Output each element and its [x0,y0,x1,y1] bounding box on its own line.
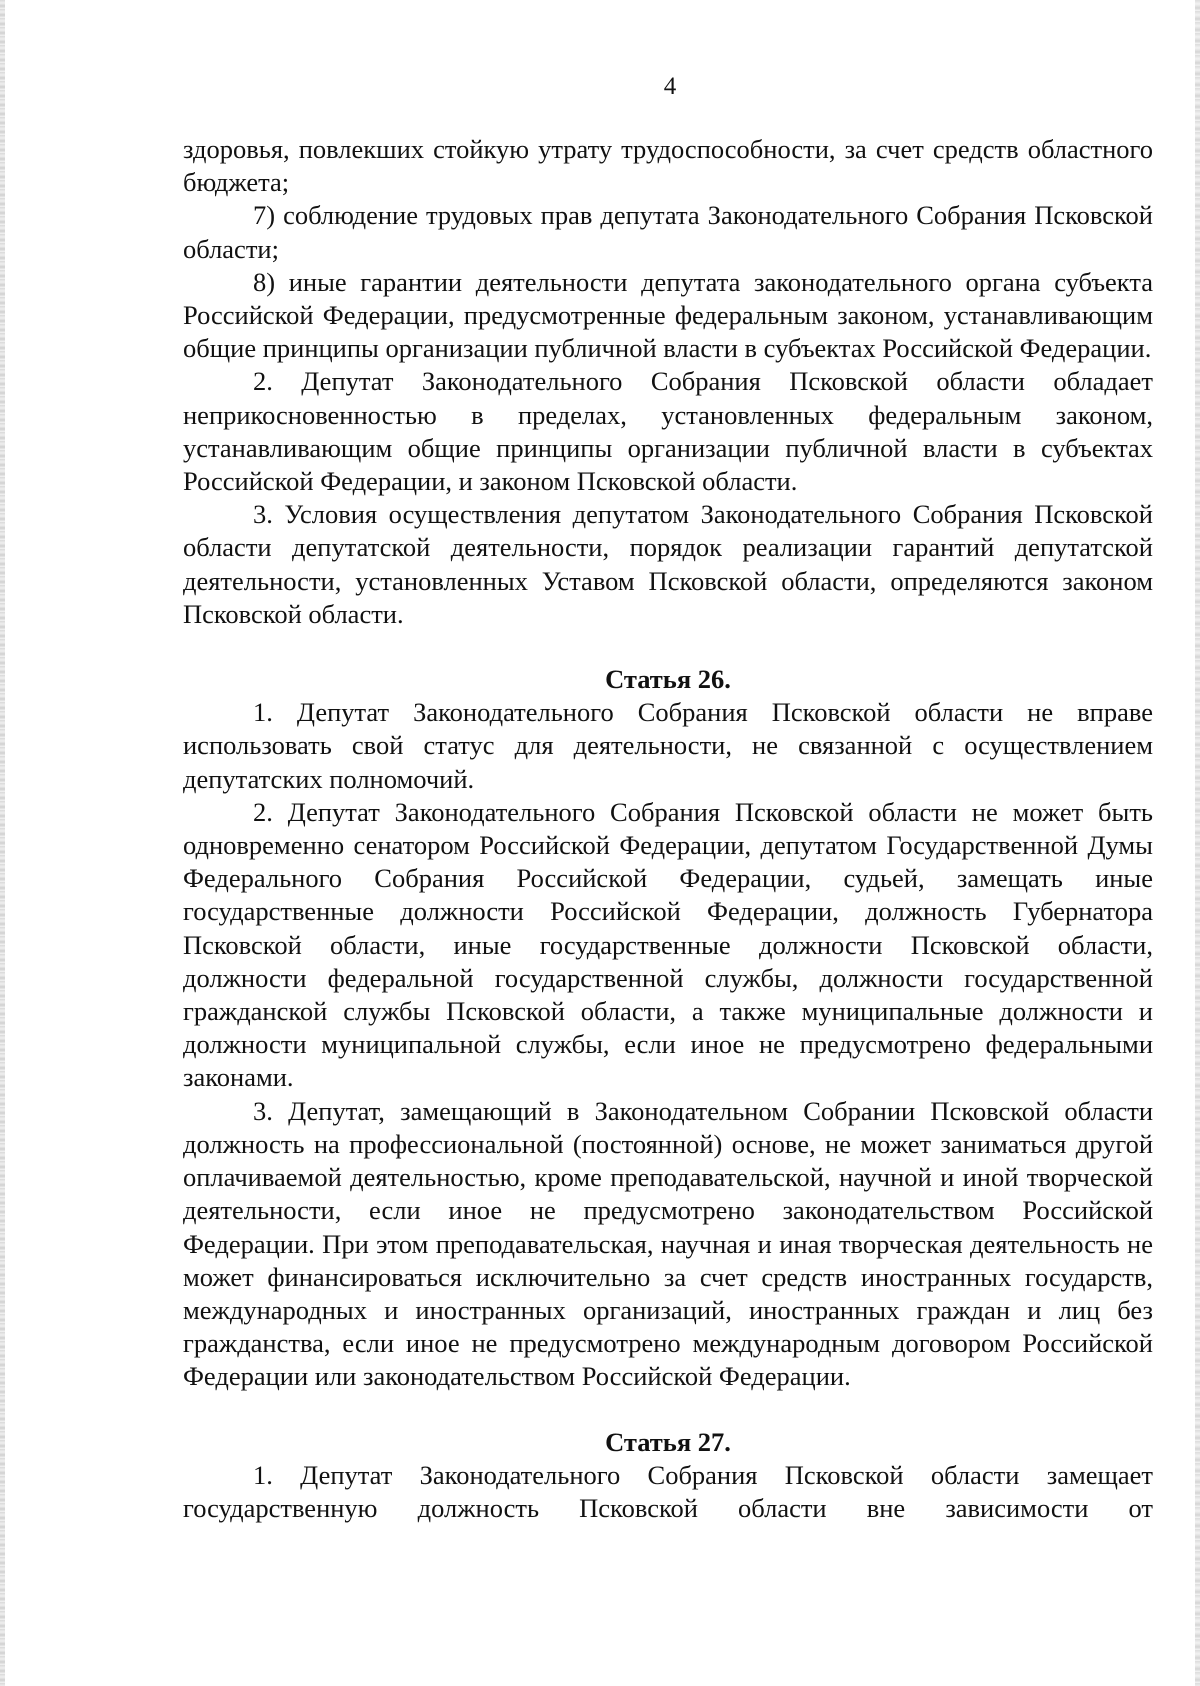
article-26-paragraph-1: 1. Депутат Законодательного Собрания Псковской области не вправе использовать свой статус для деятельности, не связанной с осуществлением депутатских полномочий. [183,697,1153,794]
spacer [183,631,1153,663]
continuation-paragraph: здоровья, повлекших стойкую утрату трудоспособности, за счет средств областного бюджета; [183,134,1153,198]
list-item-8: 8) иные гарантии деятельности депутата законодательного органа субъекта Российской Федерации, предусмотренные федеральным законом, устанавливающим общие принципы организации публичной власти в субъектах Российской Федерации. [183,266,1153,364]
page-number: 4 [663,73,677,100]
paragraph-3-conditions: 3. Условия осуществления депутатом Законодательного Собрания Псковской области депутатской деятельности, порядок реализации гарантий депутатской деятельности, установленных Уставом Псковской области, определяются законом Псковской области. [183,499,1153,629]
scan-edge-left [0,0,5,1686]
article-26-paragraph-3: 3. Депутат, замещающий в Законодательном Собрании Псковской области должность на профессиональной (постоянной) основе, не может заниматься другой оплачиваемой деятельностью, кроме преподавательской, научной и иной творческой деятельности, если иное не предусмотрено законодательством Российской Федерации. При этом преподавательская, научная и иная творческая деятельность не может финансироваться исключительно за счет средств иностранных государств, международных и иностранных организаций, иностранных граждан и лиц без гражданства, если иное не предусмотрено международным договором Российской Федерации или законодательством Российской Федерации. [183,1095,1153,1392]
spacer [183,1394,1153,1426]
article-27-title: Статья 27. [605,1426,731,1457]
article-26-paragraph-2: 2. Депутат Законодательного Собрания Псковской области не может быть одновременно сенатором Российской Федерации, депутатом Государственной Думы Федерального Собрания Российской Федерации, судьей, замещать иные государственные должности Российской Федерации, должность Губернатора Псковской области, иные государственные должности Псковской области, должности федеральной государственной службы, должности государственной гражданской службы Псковской области, а также муниципальные должности и должности муниципальной службы, если иное не предусмотрено федеральными законами. [183,796,1153,1093]
list-item-7: 7) соблюдение трудовых прав депутата Законодательного Собрания Псковской области; [183,200,1153,264]
article-27-paragraph-1: 1. Депутат Законодательного Собрания Псковской области замещает государственную должность Псковской области вне зависимости от [183,1459,1153,1523]
article-26-title: Статья 26. [605,664,731,695]
scan-edge-right [1195,0,1200,1686]
paragraph-2-immunity: 2. Депутат Законодательного Собрания Псковской области обладает неприкосновенностью в пределах, установленных федеральным законом, устанавливающим общие принципы организации публичной власти в субъектах Российской Федерации, и законом Псковской области. [183,366,1153,497]
document-body [183,133,1153,1525]
